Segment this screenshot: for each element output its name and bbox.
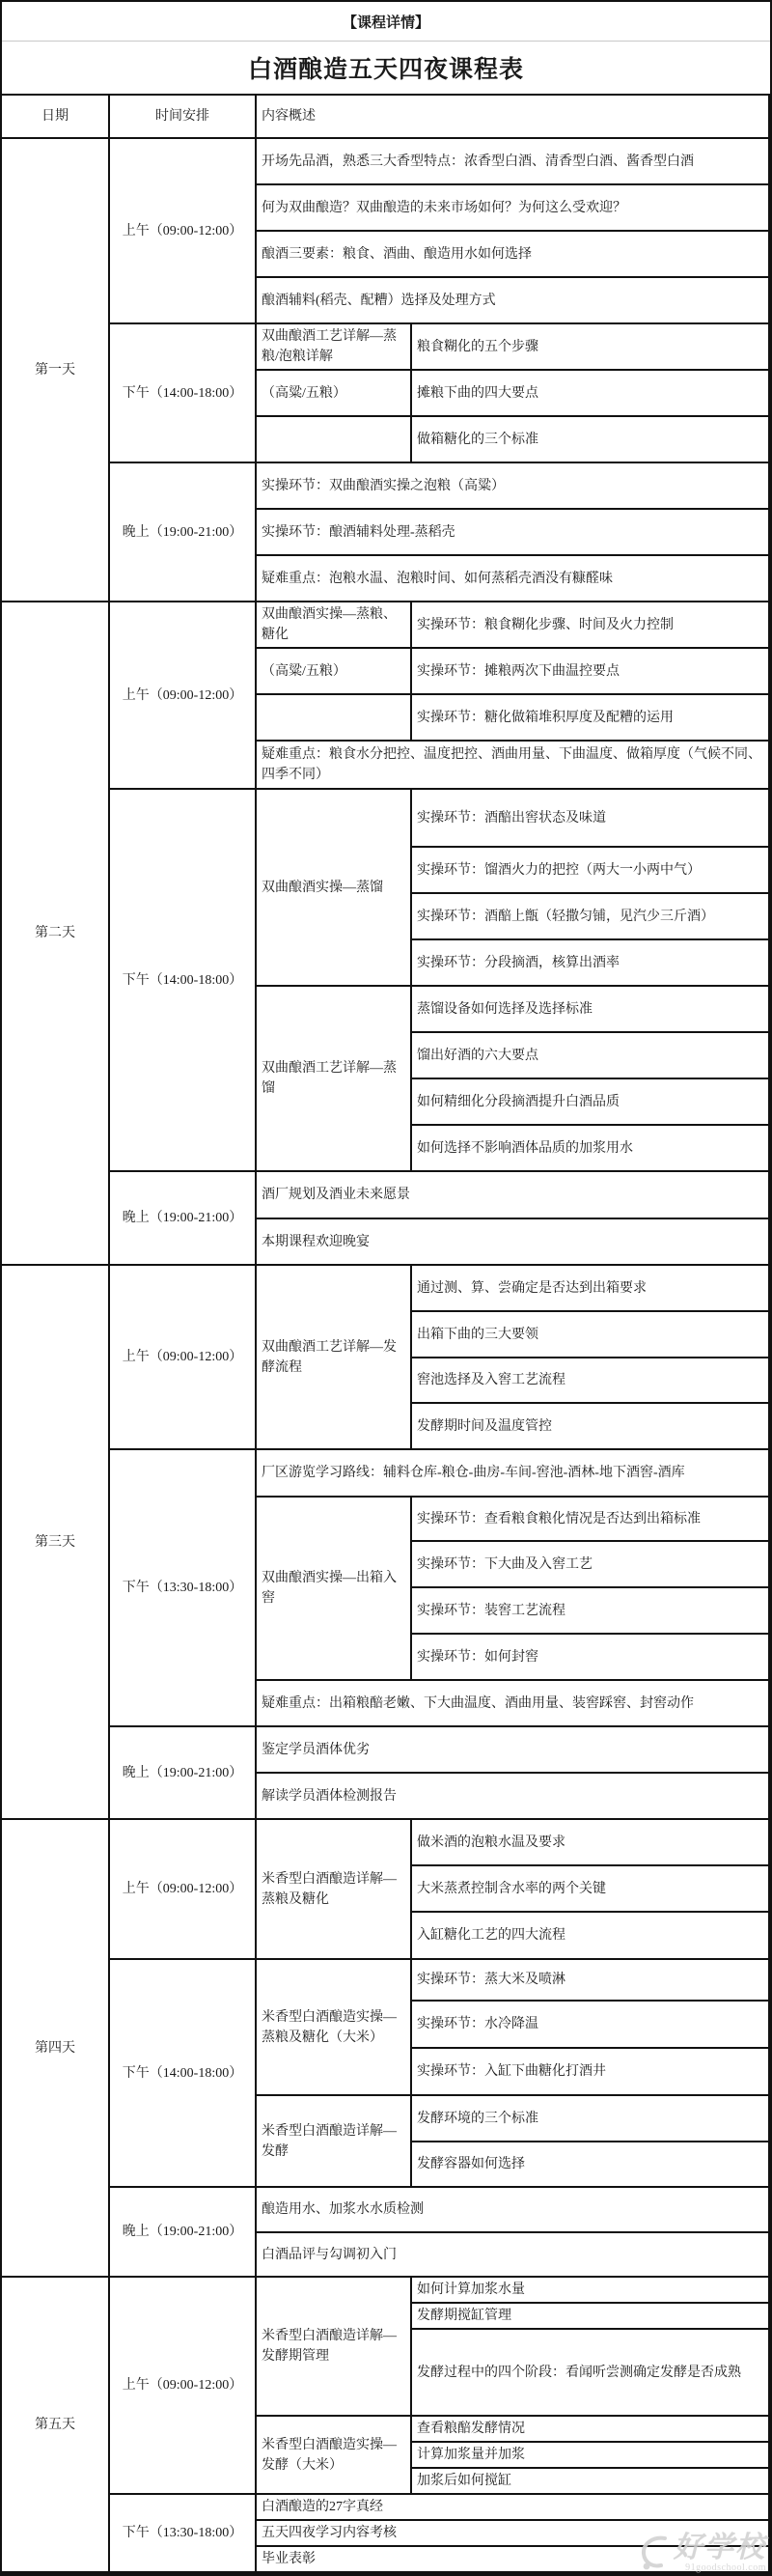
- content-cell: 如何选择不影响酒体品质的加浆用水: [412, 1126, 770, 1172]
- session-time: 晚上（19:00-21:00）: [110, 1727, 257, 1820]
- topic-cell: 米香型白酒酿造详解—蒸粮及糖化: [257, 1820, 412, 1960]
- content-cell: 如何精细化分段摘酒提升白酒品质: [412, 1079, 770, 1126]
- day-label: 第二天: [2, 602, 110, 1266]
- content-cell: 查看粮醅发酵情况: [412, 2417, 770, 2443]
- content-cell: 加浆后如何搅缸: [412, 2469, 770, 2495]
- day-label: 第四天: [2, 1820, 110, 2278]
- col-header-date: 日期: [2, 96, 110, 139]
- col-header-content: 内容概述: [257, 96, 770, 139]
- content-cell: 五天四夜学习内容考核: [257, 2521, 770, 2547]
- session-time: 下午（14:00-18:00）: [110, 790, 257, 1172]
- note-cell: 疑难重点：粮食水分把控、温度把控、酒曲用量、下曲温度、做箱厚度（气候不同、四季不同）: [257, 742, 770, 790]
- schedule-table: [2, 96, 770, 2573]
- content-cell: 做米酒的泡粮水温及要求: [412, 1820, 770, 1866]
- content-cell: 摊粮下曲的四大要点: [412, 371, 770, 417]
- content-cell: 实操环节：酿酒辅料处理-蒸稻壳: [257, 510, 770, 556]
- content-cell: 粮食糊化的五个步骤: [412, 324, 770, 371]
- session-time: 下午（13:30-18:00）: [110, 2495, 257, 2573]
- content-cell: 计算加浆量并加浆: [412, 2443, 770, 2469]
- day-label: 第三天: [2, 1266, 110, 1820]
- session-time: 下午（13:30-18:00）: [110, 1450, 257, 1727]
- content-cell: 解读学员酒体检测报告: [257, 1774, 770, 1820]
- content-cell: 实操环节：蒸大米及喷淋: [412, 1960, 770, 2002]
- content-cell: 开场先品酒，熟悉三大香型特点：浓香型白酒、清香型白酒、酱香型白酒: [257, 139, 770, 185]
- note-cell: 疑难重点：泡粮水温、泡粮时间、如何蒸稻壳酒没有糠醛味: [257, 556, 770, 602]
- topic-cell: 米香型白酒酿造实操—发酵（大米）: [257, 2417, 412, 2495]
- content-cell: 实操环节：下大曲及入窖工艺: [412, 1542, 770, 1588]
- content-cell: 实操环节：如何封窖: [412, 1635, 770, 1681]
- topic-cell: （高粱/五粮）: [257, 371, 412, 417]
- topic-cell: 双曲酿酒工艺详解—蒸馏: [257, 987, 412, 1172]
- content-cell: 实操环节：粮食糊化步骤、时间及火力控制: [412, 602, 770, 649]
- topic-cell: 双曲酿酒实操—蒸粮、糖化: [257, 602, 412, 649]
- topic-cell: 米香型白酒酿造实操—蒸粮及糖化（大米）: [257, 1960, 412, 2096]
- content-cell: 入缸糖化工艺的四大流程: [412, 1913, 770, 1960]
- course-detail-banner: 【课程详情】: [2, 2, 770, 42]
- content-cell: 发酵环境的三个标准: [412, 2096, 770, 2142]
- content-cell: 实操环节：双曲酿酒实操之泡粮（高粱）: [257, 463, 770, 510]
- content-cell: 馏出好酒的六大要点: [412, 1033, 770, 1079]
- content-cell: 白酒酿造的27字真经: [257, 2495, 770, 2521]
- content-cell: 毕业表彰: [257, 2547, 770, 2573]
- content-cell: 发酵期搅缸管理: [412, 2304, 770, 2330]
- content-cell: 实操环节：摊粮两次下曲温控要点: [412, 649, 770, 695]
- session-time: 晚上（19:00-21:00）: [110, 2188, 257, 2278]
- watermark-site: 91goodschool.com: [685, 2562, 766, 2573]
- content-cell: 实操环节：水冷降温: [412, 2002, 770, 2049]
- col-header-time: 时间安排: [110, 96, 257, 139]
- content-cell: 实操环节：糖化做箱堆积厚度及配糟的运用: [412, 695, 770, 742]
- content-cell: 酒厂规划及酒业未来愿景: [257, 1172, 770, 1219]
- content-cell: 实操环节：酒醅出窖状态及味道: [412, 790, 770, 848]
- content-cell: 实操环节：分段摘酒，核算出酒率: [412, 940, 770, 987]
- content-cell: 白酒品评与勾调初入门: [257, 2233, 770, 2278]
- session-time: 上午（09:00-12:00）: [110, 602, 257, 790]
- content-cell: 大米蒸煮控制含水率的两个关键: [412, 1866, 770, 1913]
- content-cell: 酿造用水、加浆水水质检测: [257, 2188, 770, 2233]
- content-cell: 蒸馏设备如何选择及选择标准: [412, 987, 770, 1033]
- page-title: 白酒酿造五天四夜课程表: [2, 42, 770, 96]
- session-time: 上午（09:00-12:00）: [110, 139, 257, 324]
- topic-cell: 双曲酿酒实操—蒸馏: [257, 790, 412, 987]
- content-cell: 实操环节：馏酒火力的把控（两大一小两中气）: [412, 848, 770, 894]
- day-label: 第五天: [2, 2278, 110, 2573]
- content-cell: 发酵容器如何选择: [412, 2142, 770, 2188]
- content-cell: 实操环节：酒醅上甑（轻撒匀铺，见汽少三斤酒）: [412, 894, 770, 940]
- topic-cell: 双曲酿酒工艺详解—蒸粮/泡粮详解: [257, 324, 412, 371]
- content-cell: 如何计算加浆水量: [412, 2278, 770, 2304]
- content-cell: 本期课程欢迎晚宴: [257, 1219, 770, 1266]
- content-cell: 通过测、算、尝确定是否达到出箱要求: [412, 1266, 770, 1312]
- session-time: 晚上（19:00-21:00）: [110, 463, 257, 602]
- content-cell: 发酵过程中的四个阶段：看闻听尝测确定发酵是否成熟: [412, 2330, 770, 2417]
- content-cell: 鉴定学员酒体优劣: [257, 1727, 770, 1774]
- session-time: 上午（09:00-12:00）: [110, 1266, 257, 1450]
- topic-cell: 米香型白酒酿造详解—发酵: [257, 2096, 412, 2188]
- watermark-brand: 好学校: [674, 2532, 766, 2563]
- content-cell: 厂区游览学习路线：辅料仓库-粮仓-曲房-车间-窖池-酒林-地下酒窖-酒库: [257, 1450, 770, 1498]
- session-time: 上午（09:00-12:00）: [110, 2278, 257, 2495]
- content-cell: 酿酒三要素：粮食、酒曲、酿造用水如何选择: [257, 232, 770, 278]
- content-cell: 实操环节：查看粮食粮化情况是否达到出箱标准: [412, 1498, 770, 1542]
- topic-cell: [257, 695, 412, 742]
- session-time: 下午（14:00-18:00）: [110, 1960, 257, 2188]
- content-cell: 做箱糖化的三个标准: [412, 417, 770, 463]
- content-cell: 实操环节：装窖工艺流程: [412, 1588, 770, 1635]
- topic-cell: [257, 417, 412, 463]
- content-cell: 实操环节：入缸下曲糖化打酒井: [412, 2049, 770, 2096]
- topic-cell: 米香型白酒酿造详解—发酵期管理: [257, 2278, 412, 2417]
- session-time: 晚上（19:00-21:00）: [110, 1172, 257, 1266]
- content-cell: 发酵期时间及温度管控: [412, 1404, 770, 1450]
- topic-cell: 双曲酿酒工艺详解—发酵流程: [257, 1266, 412, 1450]
- content-cell: 酿酒辅料(稻壳、配糟）选择及处理方式: [257, 278, 770, 324]
- content-cell: 窖池选择及入窖工艺流程: [412, 1358, 770, 1404]
- day-label: 第一天: [2, 139, 110, 602]
- note-cell: 疑难重点：出箱粮醅老嫩、下大曲温度、酒曲用量、装窖踩窖、封窖动作: [257, 1681, 770, 1727]
- content-cell: 何为双曲酿造？双曲酿造的未来市场如何？为何这么受欢迎？: [257, 185, 770, 232]
- content-cell: 出箱下曲的三大要领: [412, 1312, 770, 1358]
- topic-cell: （高粱/五粮）: [257, 649, 412, 695]
- session-time: 下午（14:00-18:00）: [110, 324, 257, 463]
- session-time: 上午（09:00-12:00）: [110, 1820, 257, 1960]
- topic-cell: 双曲酿酒实操—出箱入窖: [257, 1498, 412, 1681]
